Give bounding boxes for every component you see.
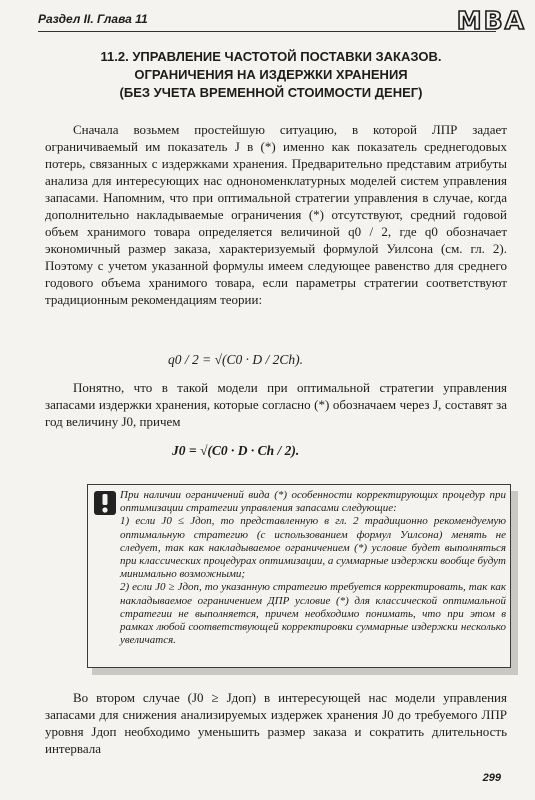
title-line-3: (БЕЗ УЧЕТА ВРЕМЕННОЙ СТОИМОСТИ ДЕНЕГ): [119, 85, 423, 100]
note-body: [88, 485, 510, 667]
formula-holding-cost: J0 = √(C0 · D · Ch / 2).: [172, 443, 300, 458]
title-line-2: ОГРАНИЧЕНИЯ НА ИЗДЕРЖКИ ХРАНЕНИЯ: [134, 67, 408, 82]
title-line-1: 11.2. УПРАВЛЕНИЕ ЧАСТОТОЙ ПОСТАВКИ ЗАКАЗОВ.: [100, 49, 442, 64]
paragraph-3: [45, 689, 507, 757]
paragraph-2-text: Понятно, что в такой модели при оптимальной стратегии управления запасами издержки хранения, которые согласно (*) обозначаем через J, составят за год величину J0, причем: [45, 380, 507, 429]
paragraph-2: [45, 379, 507, 430]
section-label: Раздел II. Глава 11: [38, 12, 148, 26]
page-number: 299: [482, 772, 501, 784]
note-item-1: 1) если J0 ≤ Jдоп, то представленную в гл. 2 традиционно рекомендуемую оптимальную стратегию (с использованием формул Уилсона) менять не следует, так как накладываемое ограничением (*) условие будет выполняться при классических процедурах оптимизации, а суммарные издержки вообще будут минимально возможными;: [120, 515, 506, 581]
section-title: [34, 48, 508, 102]
exclamation-icon-glyph: [94, 491, 116, 515]
formula-half-order-size: q0 / 2 = √(C0 · D / 2Ch).: [168, 352, 304, 367]
mba-logo: МВА: [456, 6, 526, 35]
note-item-2: 2) если J0 ≥ Jдоп, то указанную стратегию требуется корректировать, так как накладываемое ограничением ДПР условие (*) для классической оптимальной стратегии не выполняется, причем необходимо понимать, что при этом в рамках любой соответствующей корректировки суммарные издержки несколько увеличатся.: [120, 581, 506, 647]
exclamation-icon: [94, 491, 116, 515]
header-rule: [38, 31, 496, 32]
paragraph-1-text: Сначала возьмем простейшую ситуацию, в которой ЛПР задает ограничиваемый им показатель J в (*) именно как показатель среднегодовых потерь, связанных с издержками хранения. Предварительно представим атрибуты анализа для интересующих нас однономенклатурных моделей систем управления запасами. Напомним, что при оптимальной стратегии управления в случае, когда дополнительно накладываемые ограничения (*) отсутствуют, средний годовой объем хранимого товара определяется величиной q0 / 2, где q0 обозначает экономичный размер заказа, характеризуемый формулой Уилсона (см. гл. 2). Поэтому с учетом указанной формулы имеем следующее равенство для среднего годового объема хранимого товара, если параметры стратегии соответствуют традиционным рекомендациям теории:: [45, 122, 507, 307]
note-box: [87, 484, 511, 668]
note-text: [120, 489, 506, 647]
note-intro: При наличии ограничений вида (*) особенности корректирующих процедур при оптимизации стратегии управления запасами следующие:: [120, 489, 506, 515]
paragraph-3-text: Во втором случае (J0 ≥ Jдоп) в интересующей нас модели управления запасами для снижения анализируемых издержек хранения J0 до требуемого ЛПР уровня Jдоп необходимо уменьшить размер заказа и сократить длительность интервала: [45, 690, 507, 756]
running-header: [38, 6, 526, 40]
paragraph-1: [45, 121, 507, 308]
